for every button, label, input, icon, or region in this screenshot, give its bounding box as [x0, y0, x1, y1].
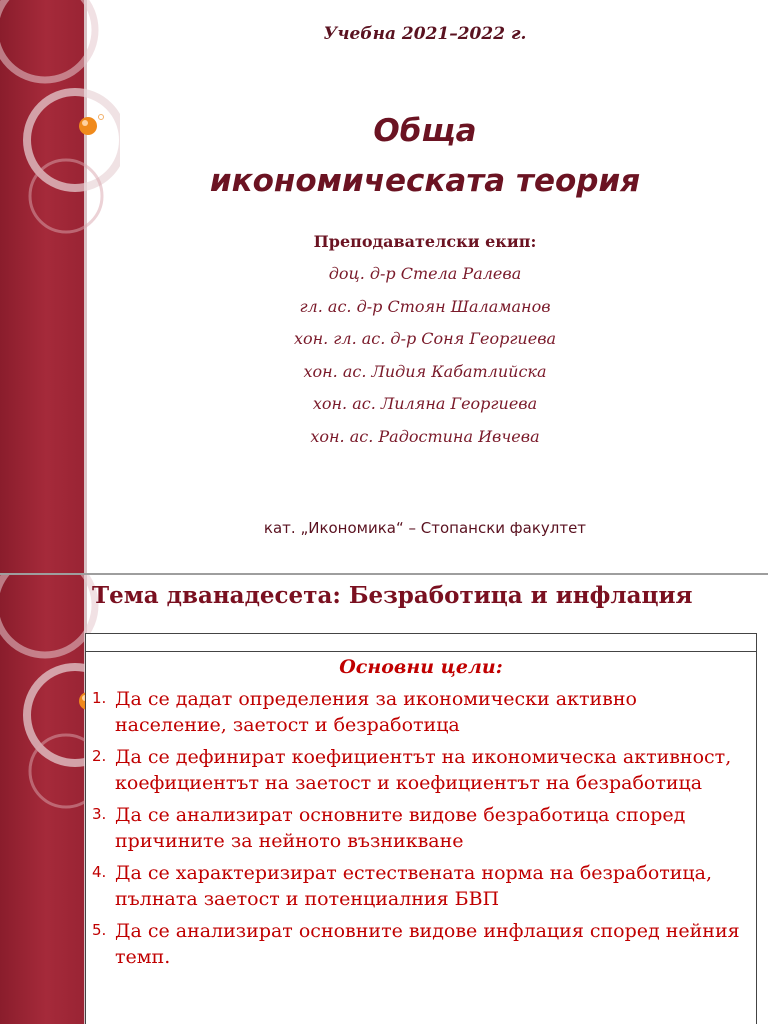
team-member: гл. ас. д-р Стоян Шаламанов: [299, 296, 551, 316]
goal-item: [92, 860, 747, 912]
goal-text: Да се дефинират коефициентът на икономическа активност, коефициентът на заетост и коефициентът на безработица: [115, 746, 732, 794]
course-title: [100, 106, 750, 206]
team-member: хон. ас. Радостина Ивчева: [310, 426, 540, 446]
team-list: [100, 260, 750, 456]
goal-item: [92, 802, 747, 854]
team-member: доц. д-р Стела Ралева: [328, 264, 522, 283]
goal-text: Да се анализират основните видове инфлация според нейния темп.: [115, 920, 740, 968]
orange-dot-icon: [79, 117, 97, 135]
goal-text: Да се анализират основните видове безработица според причините за нейното възникване: [115, 804, 686, 852]
topic-slide: [0, 575, 768, 1024]
goal-item: [92, 744, 747, 796]
goal-item: [92, 686, 747, 738]
goals-box: [85, 633, 757, 1024]
team-heading: Преподавателски екип:: [313, 232, 537, 251]
team-member: хон. ас. Лиляна Георгиева: [312, 394, 538, 414]
goal-number: 5.: [92, 921, 107, 939]
team-member: хон. гл. ас. д-р Соня Георгиева: [293, 329, 557, 349]
goal-number: 2.: [92, 747, 107, 765]
team-member: хон. ас. Лидия Кабатлийска: [303, 361, 547, 381]
goals-list: [92, 686, 747, 976]
topic-title: Тема дванадесета: Безработица и инфлация: [92, 582, 693, 609]
academic-year: Учебна 2021–2022 г.: [323, 24, 527, 44]
goal-number: 1.: [92, 689, 107, 707]
course-title-line1: Обща: [373, 113, 477, 149]
goals-heading: Основни цели:: [339, 656, 503, 678]
goal-number: 4.: [92, 863, 107, 881]
department: кат. „Икономика“ – Стопански факултет: [263, 519, 587, 537]
course-title-line2: икономическата теория: [209, 163, 641, 199]
goal-item: [92, 918, 747, 970]
goal-number: 3.: [92, 805, 107, 823]
goal-text: Да се дадат определения за икономически активно население, заетост и безработица: [115, 688, 637, 736]
goal-text: Да се характеризират естествената норма на безработица, пълната заетост и потенциалния БВП: [115, 862, 713, 910]
goals-box-header-bar: [86, 634, 756, 652]
